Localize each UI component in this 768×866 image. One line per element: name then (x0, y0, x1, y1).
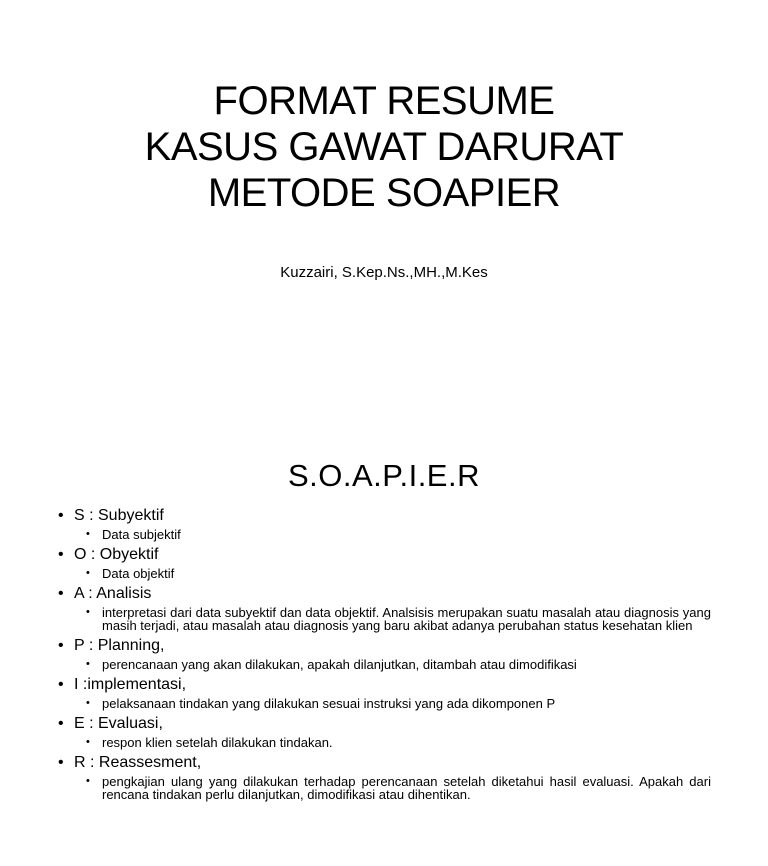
title-line-2: KASUS GAWAT DARURAT (144, 125, 624, 169)
sub-item (56, 658, 711, 671)
list-item (56, 675, 711, 694)
title-line-1: FORMAT RESUME (213, 79, 555, 123)
list-item (56, 714, 711, 733)
list-item (56, 545, 711, 564)
bullet-icon: • (86, 775, 90, 787)
item-label: E : Evaluasi, (74, 715, 163, 732)
bullet-icon: • (58, 676, 64, 693)
sub-item (56, 697, 711, 710)
sub-item (56, 567, 711, 580)
bullet-icon: • (58, 507, 64, 524)
soapier-title: S.O.A.P.I.E.R (287, 458, 480, 493)
bullet-icon: • (86, 697, 90, 709)
list-item (56, 753, 711, 772)
bullet-icon: • (86, 736, 90, 748)
bullet-icon: • (86, 528, 90, 540)
list-item (56, 506, 711, 525)
bullet-icon: • (86, 658, 90, 670)
sub-item-text: Data objektif (102, 566, 175, 581)
bullet-icon: • (86, 606, 90, 618)
sub-item-text: pelaksanaan tindakan yang dilakukan sesuai instruksi yang ada dikomponen P (102, 696, 556, 711)
sub-item-text: interpretasi dari data subyektif dan data objektif. Analsisis merupakan suatu masalah atau diagnosis yang masih terjadi, atau masalah atau diagnosis yang baru akibat adanya perubahan status kesehatan klien (102, 605, 711, 633)
bullet-icon: • (86, 567, 90, 579)
item-label: R : Reassesment, (74, 754, 202, 771)
item-label: P : Planning, (74, 637, 165, 654)
slide-title (0, 78, 768, 216)
bullet-icon: • (58, 637, 64, 654)
item-label: A : Analisis (74, 585, 152, 602)
list-item (56, 636, 711, 655)
sub-item-text: perencanaan yang akan dilakukan, apakah dilanjutkan, ditambah atau dimodifikasi (102, 657, 577, 672)
bullet-icon: • (58, 715, 64, 732)
sub-item-text: pengkajian ulang yang dilakukan terhadap perencanaan setelah diketahui hasil evaluasi. Apakah dari rencana tindakan perlu dilanjutkan, dimodifikasi atau dihentikan. (102, 774, 711, 802)
list-item (56, 584, 711, 603)
sub-item (56, 606, 711, 632)
sub-item-text: respon klien setelah dilakukan tindakan. (102, 735, 333, 750)
bullet-icon: • (58, 546, 64, 563)
author-name: Kuzzairi, S.Kep.Ns.,MH.,M.Kes (280, 264, 488, 281)
item-label: I :implementasi, (74, 676, 187, 693)
sub-item (56, 736, 711, 749)
soapier-list (56, 502, 711, 801)
content-slide (0, 450, 768, 866)
item-label: S : Subyektif (74, 507, 164, 524)
sub-item-text: Data subjektif (102, 527, 181, 542)
title-line-3: METODE SOAPIER (207, 171, 561, 215)
sub-item (56, 528, 711, 541)
bullet-icon: • (58, 585, 64, 602)
item-label: O : Obyektif (74, 546, 159, 563)
bullet-icon: • (58, 754, 64, 771)
sub-item (56, 775, 711, 801)
